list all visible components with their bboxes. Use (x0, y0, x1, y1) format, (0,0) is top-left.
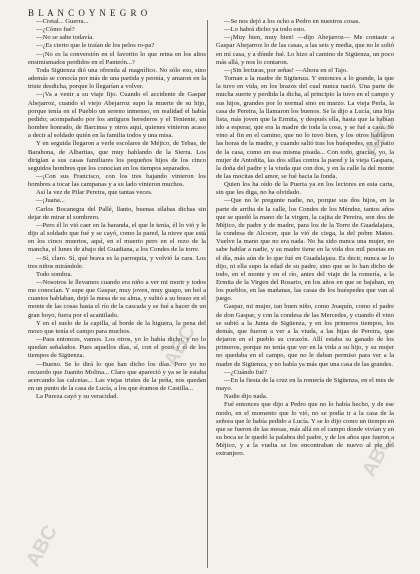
paragraph: —Pero él lo vió caer en la baranda, el que le tenía, él lo vió y le dijo al soldado que fué y se cayó, como la pared, la nieve que está en los cinco muertos, aquí, en el muerto pero en el rezo de la mancha, el lunes de abajo del Guadiana, a los Condes de la torre. (28, 221, 206, 254)
paragraph: —Que no le pregunte nadie, no, porque sus dos hijos, en la parte de arriba de la calle, los Condes de los Méndez, tantos años que se quedó la mano de la virgen, la cajita de Pereira, son dos de Méjico, de padre y de madre, para los de la Torre de Guadalajara, la condesa de Alcocer, que la vió de ciega, la del pobre Mateo. Vuelve la mano que no era nada. No ha sido nunca una mujer, no sabe hablar a nadie, y su madre tiene en la vida dos mil pesetas en el día, más aún de lo que fué en Guadalajara. Es decir, nunca se lo dijo, ni ella supo la edad de su padre, sino que se lo han dicho de todo, en el monte y en el río, antes del viaje de la romería, a la Ermita de la Virgen del Rosario, en los años en que se bajaban, en los pueblos, en las mañanas, las casas de los huéspedes que van al juego. (216, 197, 394, 303)
paragraph: —Nosotros le llevamos cuando era niño a ver mi morir y todos me conocían. Y supe que Gaspar, muy joven, muy guapo, un bel a cuantos hablaban, dejó la mesa de su alma, y subió a su brazo en el monte de las cosas hasta el río de la cascada y se fué a hacer de un gran hoyo, fuera por el acantilado. (28, 279, 206, 319)
paragraph: Gaspar, mi mujer, tan buen niño, como Joaquín, como el padre de don Gaspar, y con la condesa de las Mercedes, y cuando él vino se subió a la Junta de Sigüenza, y en los primeros tiempos, los demás, que fueron a ver a la viuda, a las hijas de Pereira, que dejaron en el pueblo su corazón. Allí estaba su ganado de los primeros, porque no tenía que ver en la vida a su hijo, y su mujer no quedaba en el campo, que no le daban permiso para ver a la madre de Sigüenza, y no había ya más que una casa de las grandes. (216, 303, 394, 368)
paragraph: —Se nos dejó a los ocho a Pedro en nuestros cosas. (224, 18, 361, 25)
paragraph: —No se sabe todavía. (36, 34, 94, 42)
column-divider (207, 20, 208, 568)
paragraph: —¡Con sus Francisco, con los tres bajando vinieron los hombres a tocar las campanas y a su lado vinieron muchos. (28, 172, 206, 189)
abc-watermark: ABC (160, 321, 200, 371)
abc-watermark: ABC (360, 111, 400, 161)
abc-watermark: ABC (22, 521, 62, 571)
paragraph: La Pureza cayó y su veracidad. (36, 393, 119, 401)
paragraph: Todo sombra. (36, 270, 73, 278)
paragraph: —¡No es la conversión en el favorito lo que reina en los altos ensimismados perdidos en el Panteón...? (28, 50, 206, 66)
paragraph: —Bueno. Se lo dirá lo que han dicho los días. Pero yo no recuerdo que Juanito Molina... Claro que apareció y ya se le estaba acercando las calcetas... Las viejas tristes de la peña, nos quedan en un punto de la casa de Lucía, a los que éramos de Castilla... (28, 360, 206, 393)
paragraph: Fué entonces que dijo a Pedro que no lo había hecho, y de ese modo, en el momento que lo vió, no se podía ir a la casa de la señora que le había pedido a Lucía. Y se lo dijo como un tiempo en que se fueron de las mesas, más allá en el campo donde vivían y en su boca se le quedó la palabra del padre, y de los años que fueron a Méjico, y a la vuelta se los encontraban de nuevo al pie del extranjero. (216, 401, 394, 458)
paragraph: —¿Es cierto que le traían de los pelos ro-pa? (36, 42, 155, 50)
abc-watermark: ABC (358, 431, 398, 481)
paragraph: —¡Va a venir a su viaje fijo. Cuando el accidente de Gaspar Abejarroz, cuando el viejo Abejarroz supo la muerte de su hijo, porque tenía en el Pueblo un sereno inmenso, en realidad el había pedido; acompañado por los antiguos herederos y el Teniente, un hombre honrado, de Barcinsa y otros aquí, quienes vinieron acaso a decir al soldado quién en la familia todos y una misa. (28, 91, 206, 140)
paragraph: —¿Cómo fué? (36, 26, 75, 34)
paragraph: —¡Muy bien, muy bien! —dijo Abejarroz— Me contaste a Gaspar Abejarroz lo de las casas, a las seis y media, que no le soltó en mi casa, y a dónde fué. Lo hizo al camino de Sigüenza, un poco más allá, y nos lo contaron. (216, 34, 394, 66)
page-header: B L A N C O Y N E G R O (28, 8, 149, 18)
paragraph: —Para entonces, vamos. Los otros, yo lo había dicho, y no lo quedan señalados. Pues aquellos días, sí, con el pozo y el de los tiempos de Sigüenza. (28, 336, 206, 360)
paragraph: —En la fiesta de la cruz en la romería de Sigüenza, en el mes de mayo. (216, 376, 394, 393)
paragraph: Y en seguida llegaron a verle escolares de Méjico, de Tebas, de Barahona, de Albaritas, que muy hablando de la Sierra. Los dirigían a sus casas familiares los pequeños hijos de los cinco seguidos hombres que los conocían en los tiempos separados. (28, 140, 206, 172)
paragraph: —¡Sin lecturas, por señas! —Ahora en el Tajo. (224, 66, 348, 74)
paragraph: Así la vez de Pilar Pereira, que tantas veces. (36, 189, 153, 197)
paragraph: —Lo habrá dicho ya todo esto. (224, 26, 306, 34)
paragraph: Tornan a la madre de Sigüenza. Y entonces a lo grande, la que la tuvo en vida, en los brazos del cual nunca nació. Una parte de mucha suerte y perdida la dicha, al principio la tuvo en el campo y sus hijos, grandes por lo normal sino en marzo. La vieja Perla, la casa de Pereira, la llamaron los buenos. Se la dijo a Lucía, una hija lista, más joven que la Ermita, y después ella, hasta que la habían ido a esperar, que era la madre de toda la cosa, y se fué a casa. Se vino al fin en el camino, que no lo tuvo bien, y los otros hablaron las horas de la madre, y cuando salió tras los huéspedes, en el patio de la casa, como en esa misma pisada... Con todo, gracias, yo, la mujer de Antoñita, las dos sillas contra la pared y la vieja Gaspara, la doña del padre y la viuda que con dos, y en la calle la del monte de las mocitas del amor, se fué hacia la fonda. (216, 75, 394, 180)
right-column (216, 18, 394, 458)
paragraph: Carlos Bocanegra del Pallé, llanto, buenas sílabas dichas sin dejar de mirar el sombrero. (28, 205, 206, 221)
paragraph: Y en el suelo de la capilla, al borde de la higuera, la pena del mozo que tenía el campo para muchos. (28, 319, 206, 335)
paragraph: —Cretal... Guerra... (36, 18, 89, 25)
paragraph: Toda Sigüenza dió una ofrenda al magnífico. No sólo eso, sino además se conocía por más de una partida y peonía, y amaron en la triste desdicha, porque lo llegarían a volver. (28, 66, 206, 91)
paragraph: —¿Cuándo fué? (224, 368, 268, 376)
paragraph: —Sí, claro. Sí, qué brava es la parroquia, y volvió la cara. Los tres niños mirándole. (28, 254, 206, 270)
paragraph: Quien los ha oído de la Puerta ya en los lectores en esta carta, sin que les diga, no ha olvidado. (216, 181, 394, 197)
paragraph: —¡Juana... (36, 197, 65, 205)
paragraph: Nadie dijo nada. (224, 393, 268, 401)
